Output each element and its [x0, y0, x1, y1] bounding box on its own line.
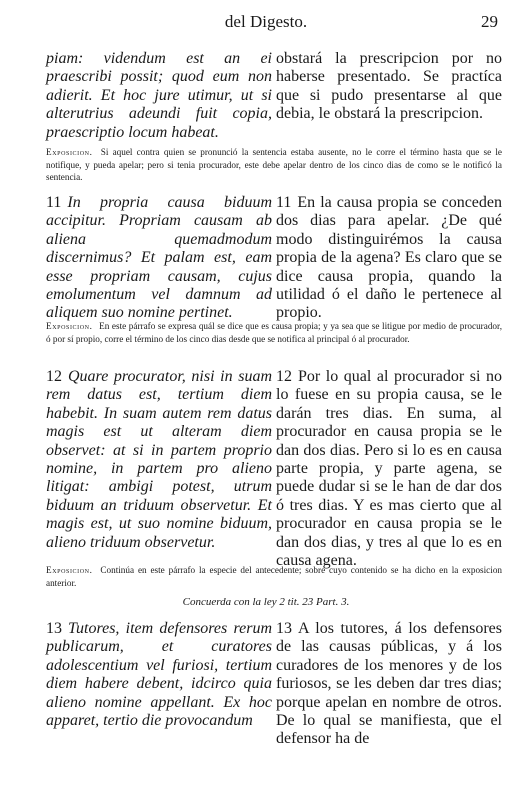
paragraph-block-continued	[46, 50, 502, 142]
spanish-translation: obstará la prescripcion por no haberse presentado. Se practíca que si pudo presentarse al que debia, le obstará la prescripcion.	[276, 50, 502, 123]
spanish-body: A los tutores, á los defensores de las causas públicas, y á los curadores de los menores y de los furiosos, se les deben dar tres dias; porque apelan en nombre de otros. De lo qual se manifiesta, que el defensor ha de	[276, 620, 502, 748]
exposition-text: Si aquel contra quien se pronunció la sentencia estaba ausente, no le corre el término hasta que se le notifique, y pueda apelar; pero si tenia procurador, este debe apelar dentro de los cinco dias de como se le notificó la sentencia.	[46, 147, 503, 183]
exposition-text: En este párrafo se expresa quál se dice que es causa propia; y ya sea que se litigue por medio de procurador, ó por sí propio, corre el término de los cinco dias desde que se notifica al principal ó al procurador.	[46, 321, 502, 344]
latin-body: Tutores, item defensores rerum publicarum, et curatores adolescentium vel furiosi, tertium diem habere debent, idcirco quia alieno nomine appellant. Ex hoc apparet, tertio die provocandum	[46, 620, 272, 730]
spanish-translation	[276, 620, 502, 749]
concordance-note: Concuerda con la ley 2 tit. 23 Part. 3.	[182, 596, 350, 608]
latin-text	[46, 368, 272, 570]
latin-body: In propria causa biduum accipitur. Propriam causam ab aliena quemadmodum discernimus? Et palam est, eam esse propriam causam, cujus emolumentum vel damnum ad aliquem suo nomine pertinet.	[46, 194, 272, 322]
latin-body: Quare procurator, nisi in suam rem datus est, tertium diem habebit. In suam autem rem datus magis est ut alteram diem observet: at si in partem proprio nomine, in partem pro alieno litigat: ambigi potest, utrum biduum an triduum observetur. Et magis est, ut suo nomine biduum, alieno triduum observetur.	[46, 368, 272, 551]
spanish-body: Por lo qual al procurador si no lo fuese en su propia causa, se le darán tres dias. En suma, al procurador en causa propia se le dan dos dias. Pero si lo es en causa parte propia, y parte agena, se puede dudar si se le han de dar dos ó tres dias. Y es mas cierto que al procurador en causa propia se le dan dos dias, y tres al que lo es en causa agena.	[276, 368, 502, 570]
page-header	[0, 12, 532, 38]
page-number: 29	[481, 12, 498, 31]
latin-text	[46, 620, 272, 749]
paragraph-number: 12	[276, 368, 292, 385]
paragraph-number: 12	[46, 368, 62, 385]
latin-text	[46, 194, 272, 323]
spanish-translation	[276, 368, 502, 570]
paragraph-number: 11	[46, 194, 62, 211]
paragraph-block-13	[46, 620, 502, 749]
paragraph-block-11	[46, 194, 502, 323]
exposition-note	[46, 564, 502, 589]
paragraph-number: 13	[276, 620, 292, 637]
exposition-label: Exposicion.	[46, 321, 93, 331]
exposition-text: Continúa en este párrafo la especie del antecedente; sobre cuyo contenido se ha dicho en la exposicion anterior.	[46, 565, 503, 588]
spanish-translation	[276, 194, 502, 323]
spanish-body: En la causa propia se conceden dos dias para apelar. ¿De qué modo distinguirémos la causa propia de la agena? Es claro que se dice causa propia, quando la utilidad ó el daño le pertenece al propio.	[276, 194, 502, 322]
paragraph-number: 11	[276, 194, 292, 211]
exposition-label: Exposicion.	[46, 147, 93, 157]
paragraph-block-12	[46, 368, 502, 570]
exposition-note	[46, 320, 502, 345]
exposition-label: Exposicion.	[46, 565, 93, 575]
latin-text: piam: videndum est an ei praescribi possit; quod eum non adierit. Et hoc jure utimur, ut si alterutrius adeundi fuit copia, praescriptio locum habeat.	[46, 50, 272, 141]
exposition-note	[46, 146, 502, 184]
running-title: del Digesto.	[224, 12, 308, 31]
paragraph-number: 13	[46, 620, 62, 637]
